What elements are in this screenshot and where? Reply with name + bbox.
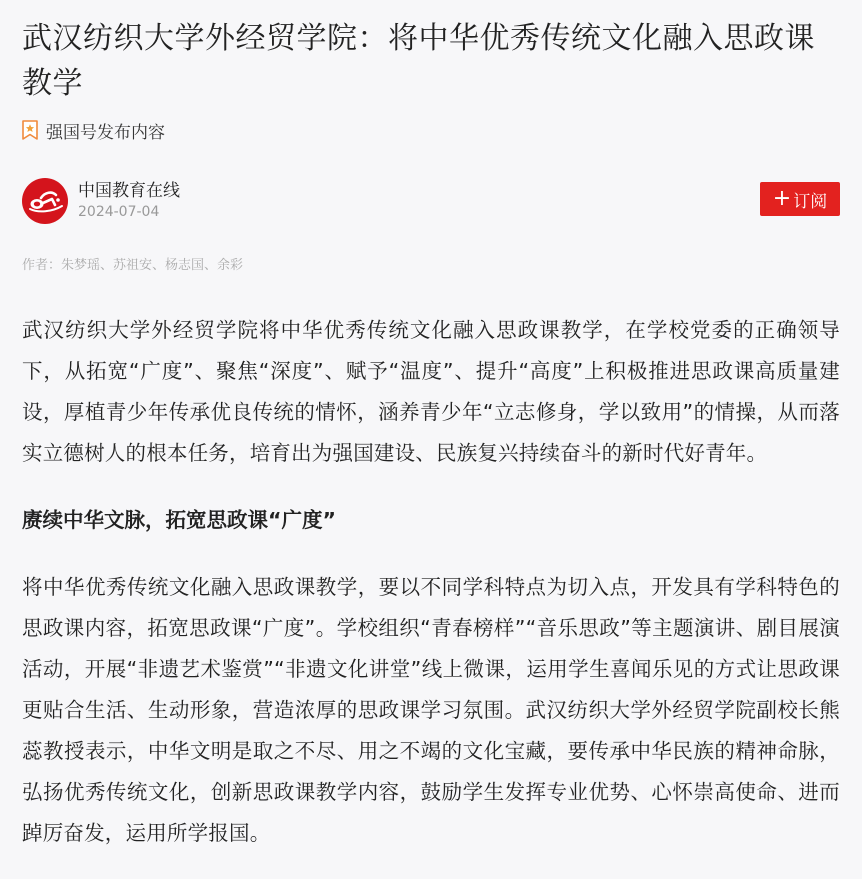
subscribe-label: 订阅 [793,191,828,212]
source-label: 强国号发布内容 [46,122,165,143]
publish-date: 2024-07-04 [78,204,160,220]
publisher-logo-icon [22,178,68,224]
plus-icon: + [772,186,792,211]
author-meta [78,180,180,222]
article-body [22,310,840,854]
avatar[interactable] [22,178,68,224]
article-title: 武汉纺织大学外经贸学院：将中华优秀传统文化融入思政课教学 [22,21,815,101]
article-paragraph: 将中华优秀传统文化融入思政课教学，要以不同学科特点为切入点，开发具有学科特色的思政课内容，拓宽思政课“广度”。学校组织“青春榜样”“音乐思政”等主题演讲、剧目展演活动，开展“非遗艺术鉴赏”“非遗文化讲堂”线上微课，运用学生喜闻乐见的方式让思政课更贴合生活、生动形象，营造浓厚的思政课学习氛围。武汉纺织大学外经贸学院副校长熊蕊教授表示，中华文明是取之不尽、用之不竭的文化宝藏，要传承中华民族的精神命脉，弘扬优秀传统文化，创新思政课教学内容，鼓励学生发挥专业优势、心怀崇高使命、进而踔厉奋发，运用所学报国。 [22,575,840,845]
author-row [22,176,840,226]
subscribe-button[interactable] [760,182,840,216]
author-name[interactable]: 中国教育在线 [78,181,180,201]
article-authors: 作者：朱梦瑶、苏祖安、杨志国、余彩 [22,258,244,273]
bookmark-star-icon [22,120,38,140]
source-row [22,118,840,142]
section-heading: 赓续中华文脉，拓宽思政课“广度” [22,508,336,532]
article-paragraph: 武汉纺织大学外经贸学院将中华优秀传统文化融入思政课教学，在学校党委的正确领导下，从拓宽“广度”、聚焦“深度”、赋予“温度”、提升“高度”上积极推进思政课高质量建设，厚植青少年传承优良传统的情怀，涵养青少年“立志修身，学以致用”的情操，从而落实立德树人的根本任务，培育出为强国建设、民族复兴持续奋斗的新时代好青年。 [22,318,840,465]
